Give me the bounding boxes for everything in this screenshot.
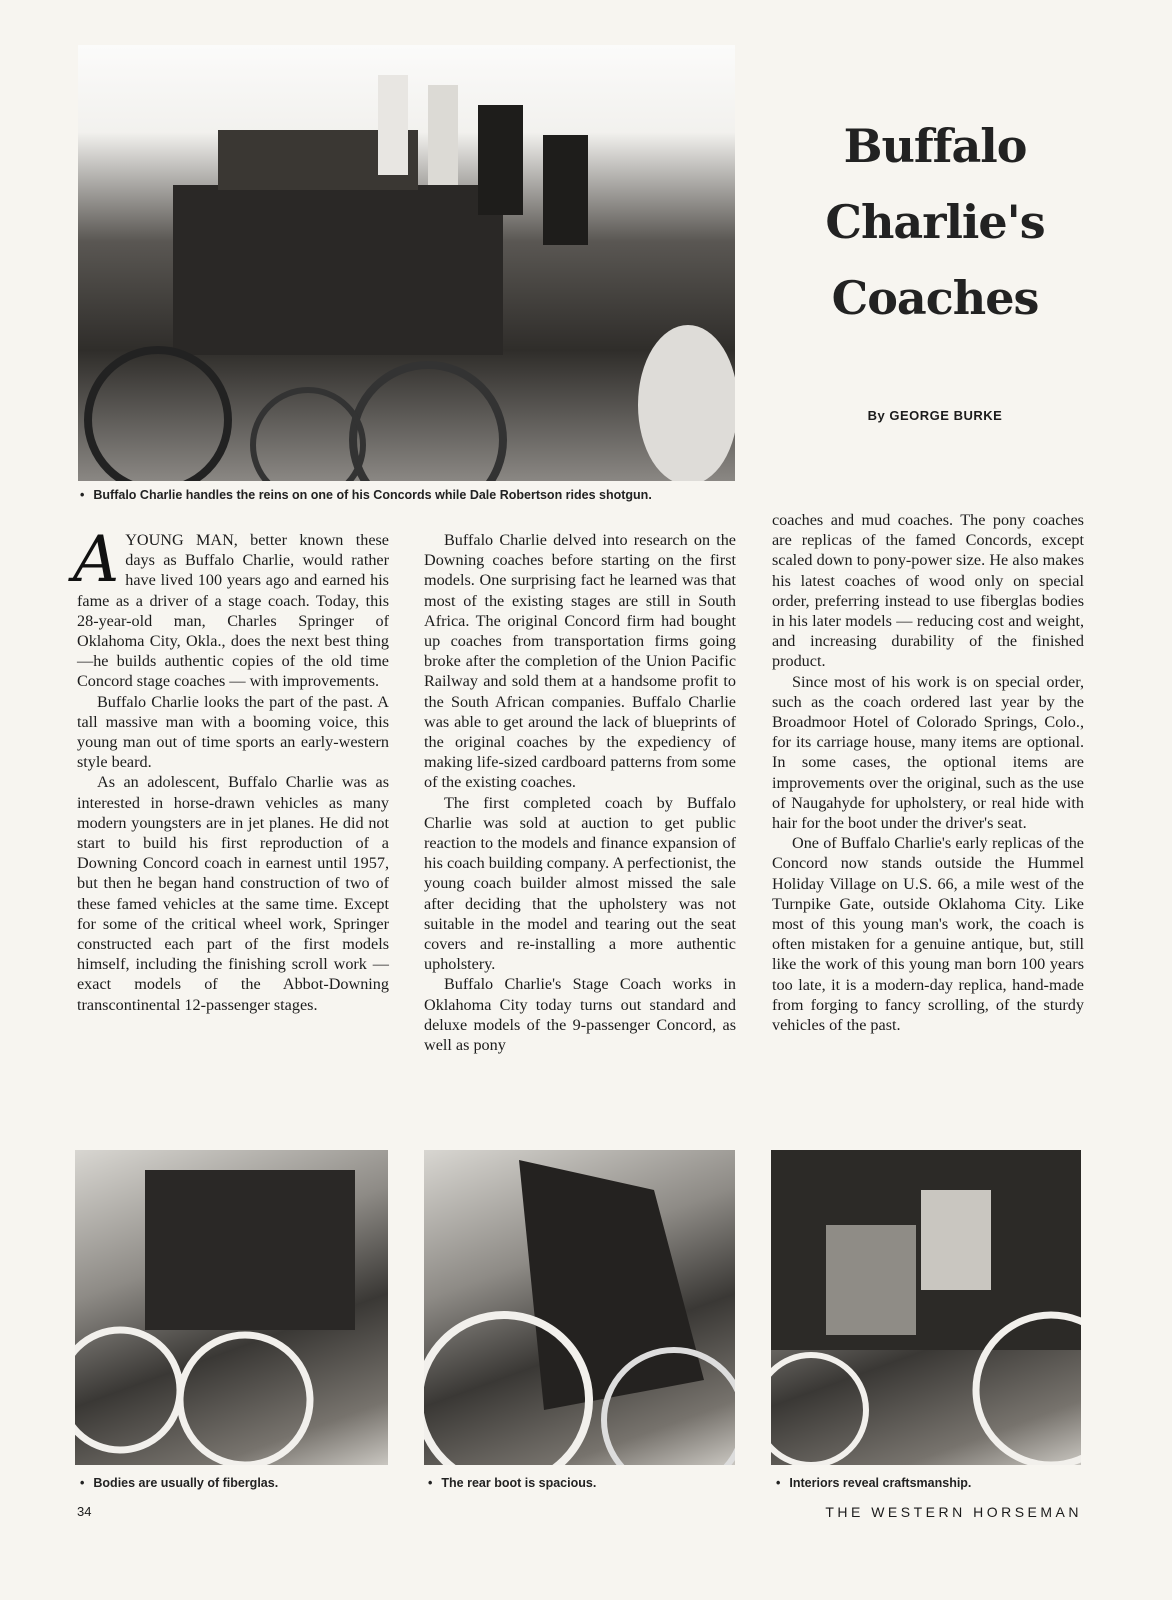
photo-caption: • The rear boot is spacious.	[428, 1476, 596, 1490]
paragraph: The first completed coach by Buffalo Charlie was sold at auction to get public reaction to the models and finance expansion of his coach building company. A perfectionist, the young coach builder almost missed the sale after deciding that the upholstery was not suitable in the model and tearing out the seat covers and re-installing a more authentic upholstery.	[424, 793, 736, 974]
lead-photo-caption: • Buffalo Charlie handles the reins on one of his Concords while Dale Robertson rides shotgun.	[80, 488, 652, 502]
paragraph: One of Buffalo Charlie's early replicas of the Concord now stands outside the Hummel Holiday Village on U.S. 66, a mile west of the Turnpike Gate, outside Oklahoma City. Like most of this young man's work, the coach is often mistaken for a genuine antique, but, still like the work of this young man born 100 years too late, it is a modern-day replica, hand-made from forging to fancy scrolling, of the sturdy vehicles of the past.	[772, 834, 1084, 1035]
drop-cap: A	[73, 523, 120, 597]
page-number: 34	[77, 1504, 92, 1519]
photo-caption: • Interiors reveal craftsmanship.	[776, 1476, 971, 1490]
paragraph-text: YOUNG MAN, better known these days as Buffalo Charlie, would rather have lived 100 years ago and earned his fame as a driver of a stage coach. Today, this 28-year-old man, Charles Springer of Oklahoma City, Okla., does the next best thing—he builds authentic copies of the old time Concord stage coaches — with improvements.	[77, 531, 389, 691]
photo-caption: • Bodies are usually of fiberglas.	[80, 1476, 278, 1490]
photo-interior	[771, 1150, 1081, 1465]
paragraph	[73, 523, 389, 692]
byline: By GEORGE BURKE	[867, 408, 1003, 423]
magazine-name: THE WESTERN HORSEMAN	[825, 1504, 1082, 1520]
title-line: Charlie's	[825, 195, 1045, 249]
column-3	[772, 510, 1084, 1035]
photo-coach-body	[75, 1150, 388, 1465]
article-title	[790, 108, 1080, 336]
photo-rear-boot	[424, 1150, 735, 1465]
title-line: Buffalo	[843, 119, 1027, 173]
paragraph: As an adolescent, Buffalo Charlie was as interested in horse-drawn vehicles as many modern youngsters are in jet planes. He did not start to build his first reproduction of a Downing Concord coach in earnest until 1957, but then he began hand construction of two of these famed vehicles at the same time. Except for some of the critical wheel work, Springer constructed each part of the first models himself, including the finishing scroll work — exact models of the Abbot-Downing transcontinental 12-passenger stages.	[77, 773, 389, 1014]
lead-photo-stagecoach	[78, 45, 735, 481]
paragraph: Since most of his work is on special order, such as the coach ordered last year by the Broadmoor Hotel of Colorado Springs, Colo., for its carriage house, many items are optional. In some cases, the optional items are improvements over the original, such as the use of Naugahyde for upholstery, or real hide with hair for the boot under the driver's seat.	[772, 672, 1084, 833]
column-1	[73, 523, 389, 1015]
column-2	[424, 530, 736, 1055]
paragraph: Buffalo Charlie delved into research on the Downing coaches before starting on the first models. One surprising fact he learned was that most of the existing stages are still in South Africa. The original Concord firm had bought up coaches from transportation firms going broke after the completion of the Union Pacific Railway and sold them at a handsome profit to the South African companies. Buffalo Charlie was able to get around the lack of blueprints of the original coaches by the expediency of making life-sized cardboard patterns from some of the existing coaches.	[424, 531, 736, 792]
paragraph: Buffalo Charlie's Stage Coach works in Oklahoma City today turns out standard and deluxe models of the 9-passenger Concord, as well as pony	[424, 975, 736, 1055]
paragraph: Buffalo Charlie looks the part of the past. A tall massive man with a booming voice, this young man out of time sports an early-western style beard.	[77, 692, 389, 772]
title-line: Coaches	[831, 271, 1039, 325]
paragraph: coaches and mud coaches. The pony coaches are replicas of the famed Concords, except scaled down to pony-power size. He also makes his latest coaches of wood only on special order, preferring instead to use fiberglas bodies in his later models — reducing cost and weight, and increasing durability of the finished product.	[772, 511, 1084, 671]
